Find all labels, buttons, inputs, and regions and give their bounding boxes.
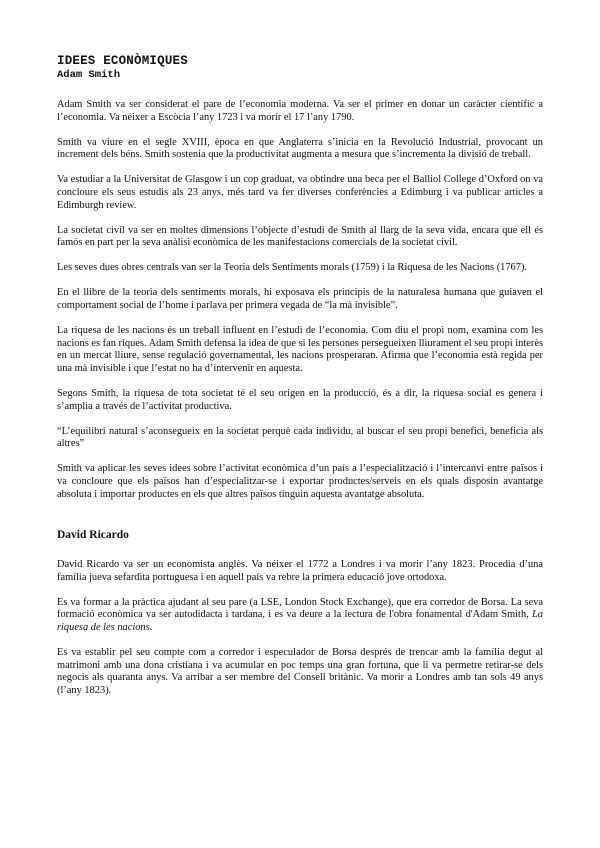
document-title: IDEES ECONÒMIQUES xyxy=(57,54,188,68)
book-title: La riquesa de les nacions xyxy=(57,609,543,634)
smith-paragraph: Segons Smith, la riquesa de tota societat té el seu origen en la producció, és a dir, la riquesa social es genera i s’amplia a través de l’activitat productiva. xyxy=(57,388,543,412)
ricardo-paragraph: Es va establir pel seu compte com a corredor i especulador de Borsa després de trencar amb la família degut al matrimoni amb una dona cristiana i va acumular en poc temps una gran fortuna, que li va permetre retirar-se dels negocis als quaranta anys. Va arribar a ser membre del Consell britànic. Va morir a Londres amb tan sols 49 anys (l’any 1823). xyxy=(57,647,543,696)
smith-paragraph: La societat civil va ser en moltes dimensions l’objecte d’estudi de Smith al llarg de la seva vida, encara que ell és famós en part per la seva anàlisi econòmica de les manifestacions comercials de la societat civil. xyxy=(57,224,543,249)
smith-paragraph: La riquesa de les nacions és un treball influent en l’estudi de l’economia. Com diu el propi nom, examina com les nacions es fan riques. Adam Smith defensa la idea de que si les persones persegueixen lliurament el seu propi interès en un mercat lliure, sense regulació governamental, les nacions prosperaran. Afirma que l’economia està regida per una mà invisible i que l’estat no ha d’intervenir en aquesta. xyxy=(57,325,543,374)
document-page xyxy=(57,54,543,710)
ricardo-heading: David Ricardo xyxy=(57,529,129,542)
smith-paragraph: Smith va aplicar les seves idees sobre l’activitat econòmica d’un país a l’especialització i l’intercanvi entre països i va concloure que els països han d’especialitzar-se i exportar productes/serveis en els quals disposin avantatge absoluta i importar productes en els que altres països tinguin aquesta avantatge absoluta. xyxy=(57,463,543,500)
smith-paragraph: En el llibre de la teoria dels sentiments morals, hi exposava els principis de la naturalesa humana que guiaven el comportament social de l’home i parlava per primera vegada de “la mà invisible”. xyxy=(57,287,543,312)
document-subtitle: Adam Smith xyxy=(57,69,121,81)
smith-paragraph: Smith va viure en el segle XVIII, època en que Anglaterra s’inicia en la Revolució Industrial, provocant un increment dels béns. Smith sostenia que la productivitat augmenta a mesura que s’incrementa la divisió de treball. xyxy=(57,136,543,161)
ricardo-paragraph-text: Es va formar a la pràctica ajudant al seu pare (a LSE, London Stock Exchange), que era corredor de Borsa. La seva formació econòmica va ser autodidacta i tardana, i es va deure a la lectura de l'obra fonamental d'Adam Smith, xyxy=(57,596,543,621)
ricardo-paragraph-end: . xyxy=(149,622,153,634)
smith-paragraph: Va estudiar a la Universitat de Glasgow i un cop graduat, va obtindre una beca per el Balliol College d’Oxford on va concloure els seus estudis als 23 anys, més tard va fer diverses conferències a Edimburg i va publicar articles a Edimburgh review. xyxy=(57,174,543,211)
smith-quote: “L’equilibri natural s’aconsegueix en la societat perquè cada individu, al buscar el seu propi benefici, beneficia als altres” xyxy=(57,425,543,450)
ricardo-section xyxy=(57,528,543,697)
smith-section xyxy=(57,99,543,501)
ricardo-paragraph xyxy=(57,597,543,635)
smith-paragraph: Adam Smith va ser considerat el pare de l’economia moderna. Va ser el primer en donar un caràcter científic a l’economia. Va néixer a Escòcia l’any 1723 i va morir el 17 l’any 1790. xyxy=(57,99,543,123)
smith-paragraph: Les seves dues obres centrals van ser la Teoria dels Sentiments morals (1759) i la Riquesa de les Nacions (1767). xyxy=(57,262,527,274)
ricardo-paragraph: David Ricardo va ser un economista anglès. Va néixer el 1772 a Londres i va morir l’any 1823. Procedia d’una família jueva sefardita portuguesa i en aquell país va rebre la primera educació jove ortodoxa. xyxy=(57,559,543,583)
